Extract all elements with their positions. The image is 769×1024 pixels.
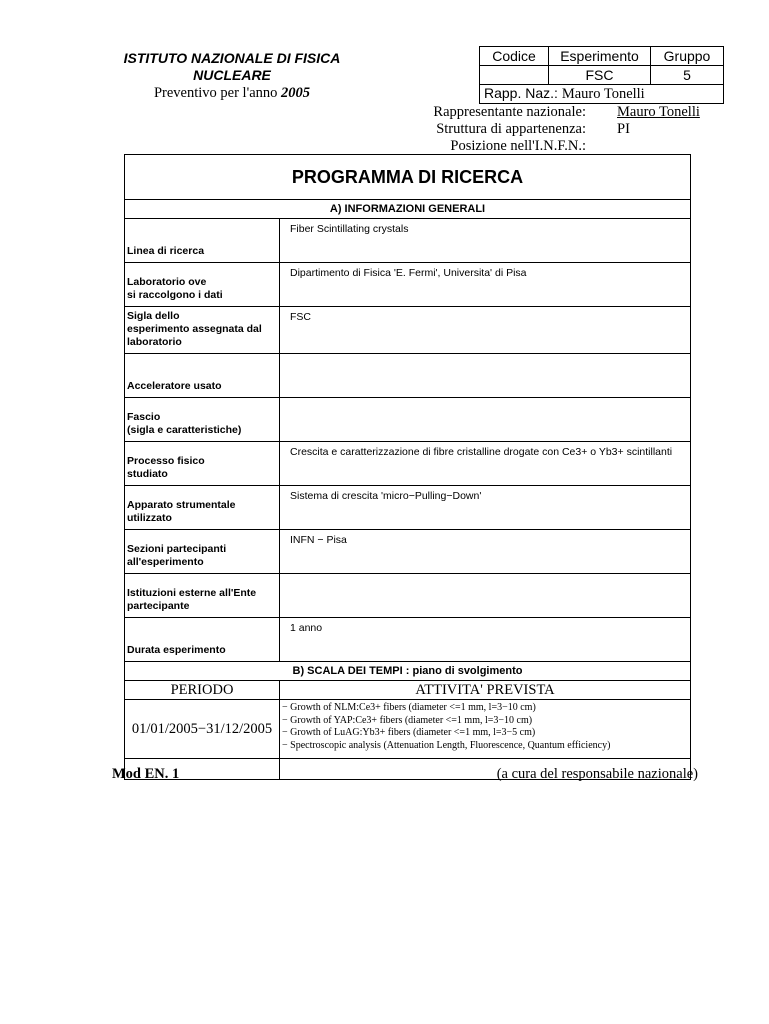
rapp-naz-cell	[480, 85, 724, 104]
preventivo-year: 2005	[281, 85, 311, 101]
field-label: Apparato strumentale utilizzato	[125, 486, 280, 530]
code-box	[479, 46, 724, 104]
field-value: INFN − Pisa	[280, 530, 691, 574]
field-label: Sezioni partecipanti all'esperimento	[125, 530, 280, 574]
rapp-naz-label: Rapp. Naz.:	[484, 85, 558, 101]
field-value: Crescita e caratterizzazione di fibre cristalline drogate con Ce3+ o Yb3+ scintillanti	[280, 442, 691, 486]
form-row	[125, 354, 691, 398]
gruppo-value: 5	[651, 66, 724, 85]
field-value	[280, 354, 691, 398]
codice-header: Codice	[480, 47, 549, 66]
form-row	[125, 618, 691, 662]
form-row	[125, 486, 691, 530]
field-value: Fiber Scintillating crystals	[280, 219, 691, 263]
field-label: Sigla dello esperimento assegnata dal laboratorio	[125, 307, 280, 354]
module-code: Mod EN. 1	[112, 766, 180, 782]
field-label: Durata esperimento	[125, 618, 280, 662]
field-value: FSC	[280, 307, 691, 354]
activity-item: − Growth of YAP:Ce3+ fibers (diameter <=1 mm, l=3−10 cm)	[282, 714, 533, 726]
form-row	[125, 219, 691, 263]
preventivo-line	[112, 84, 352, 102]
rapp-naz-value: Mauro Tonelli	[561, 86, 645, 102]
field-value: Sistema di crescita 'micro−Pulling−Down'	[280, 486, 691, 530]
periodo-value: 01/01/2005−31/12/2005	[125, 700, 280, 759]
activity-list	[280, 700, 691, 759]
field-value: Dipartimento di Fisica 'E. Fermi', Universita' di Pisa	[280, 263, 691, 307]
field-value	[280, 574, 691, 618]
activity-item: − Growth of NLM:Ce3+ fibers (diameter <=1 mm, l=3−10 cm)	[282, 702, 536, 713]
periodo-header: PERIODO	[125, 681, 280, 700]
form-title: PROGRAMMA DI RICERCA	[125, 155, 691, 200]
codice-value	[480, 66, 549, 85]
field-label: Linea di ricerca	[125, 219, 280, 263]
institute-name-line2: NUCLEARE	[193, 67, 271, 83]
esperimento-header: Esperimento	[549, 47, 651, 66]
field-value: 1 anno	[280, 618, 691, 662]
form-row	[125, 398, 691, 442]
field-label: Fascio (sigla e caratteristiche)	[125, 398, 280, 442]
field-label: Istituzioni esterne all'Ente partecipante	[125, 574, 280, 618]
footer-note: (a cura del responsabile nazionale)	[496, 766, 698, 782]
activity-item: − Growth of LuAG:Yb3+ fibers (diameter <=1 mm, l=3−5 cm)	[282, 727, 536, 738]
struttura-value: PI	[617, 121, 630, 137]
field-label: Processo fisico studiato	[125, 442, 280, 486]
field-label: Acceleratore usato	[125, 354, 280, 398]
form-row	[125, 442, 691, 486]
esperimento-value: FSC	[549, 66, 651, 85]
gruppo-header: Gruppo	[651, 47, 724, 66]
form-row	[125, 263, 691, 307]
preventivo-label: Preventivo per l'anno	[153, 85, 278, 101]
program-form	[124, 154, 691, 780]
rappresentante-label: Rappresentante nazionale:	[433, 104, 586, 120]
attivita-header: ATTIVITA' PREVISTA	[280, 681, 691, 700]
struttura-label: Struttura di appartenenza:	[436, 121, 586, 137]
form-row	[125, 530, 691, 574]
field-value	[280, 398, 691, 442]
form-row	[125, 574, 691, 618]
field-label: Laboratorio ove si raccolgono i dati	[125, 263, 280, 307]
rappresentante-value: Mauro Tonelli	[617, 104, 700, 120]
institute-name-line1: ISTITUTO NAZIONALE DI FISICA	[123, 50, 341, 66]
posizione-label: Posizione nell'I.N.F.N.:	[450, 138, 586, 154]
section-a-title: A) INFORMAZIONI GENERALI	[125, 200, 691, 219]
institute-header	[112, 50, 352, 102]
section-b-title: B) SCALA DEI TEMPI : piano di svolgimento	[125, 662, 691, 681]
form-row	[125, 307, 691, 354]
activity-item: − Spectroscopic analysis (Attenuation Length, Fluorescence, Quantum efficiency)	[282, 739, 611, 751]
